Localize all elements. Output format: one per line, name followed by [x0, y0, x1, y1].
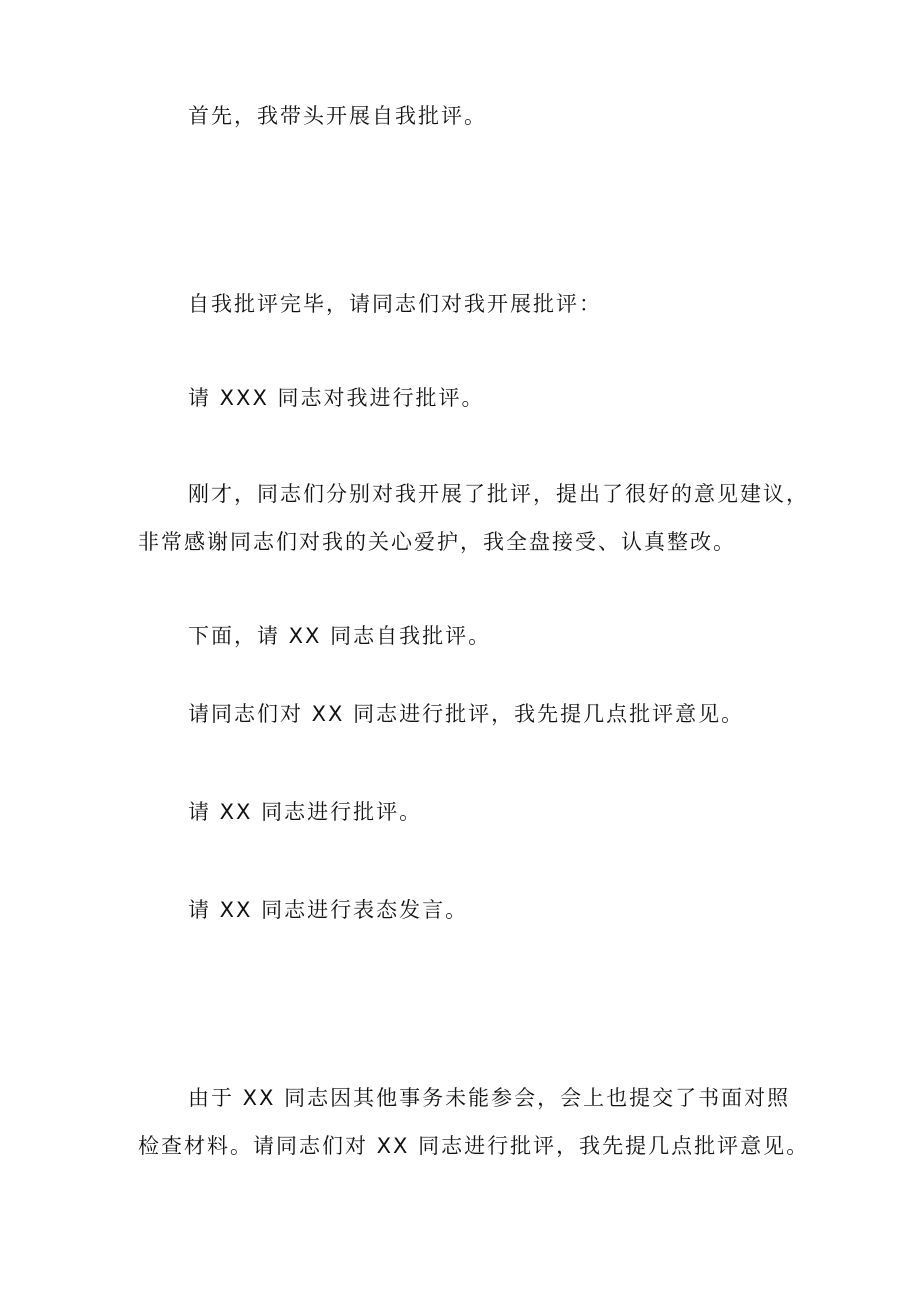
- paragraph-request-criticism: [138, 280, 818, 328]
- paragraph-line: 请 XX 同志进行表态发言。: [188, 898, 469, 922]
- paragraph-line: 由于 XX 同志因其他事务未能参会，会上也提交了书面对照: [188, 1086, 791, 1110]
- paragraph-line: 刚才，同志们分别对我开展了批评，提出了很好的意见建议，: [188, 482, 809, 506]
- paragraph-next-self-criticism: [138, 612, 818, 660]
- paragraph-self-criticism-start: [138, 92, 818, 140]
- paragraph-xx-statement: [138, 886, 818, 934]
- paragraph-criticize-xx: [138, 690, 818, 738]
- paragraph-xxx-criticism: [138, 374, 818, 422]
- paragraph-xx-criticism: [138, 788, 818, 836]
- paragraph-line: 请同志们对 XX 同志进行批评，我先提几点批评意见。: [188, 702, 745, 726]
- paragraph-line: 首先，我带头开展自我批评。: [188, 104, 487, 128]
- paragraph-thanks: [138, 470, 818, 566]
- paragraph-line: 自我批评完毕，请同志们对我开展批评：: [188, 292, 602, 316]
- paragraph-line: 检查材料。请同志们对 XX 同志进行批评，我先提几点批评意见。: [138, 1134, 810, 1158]
- paragraph-line: 下面，请 XX 同志自我批评。: [188, 624, 492, 648]
- paragraph-line: 请 XXX 同志对我进行批评。: [188, 386, 485, 410]
- paragraph-line: 请 XX 同志进行批评。: [188, 800, 423, 824]
- paragraph-line: 非常感谢同志们对我的关心爱护，我全盘接受、认真整改。: [138, 530, 736, 554]
- paragraph-absent-member: [138, 1074, 818, 1170]
